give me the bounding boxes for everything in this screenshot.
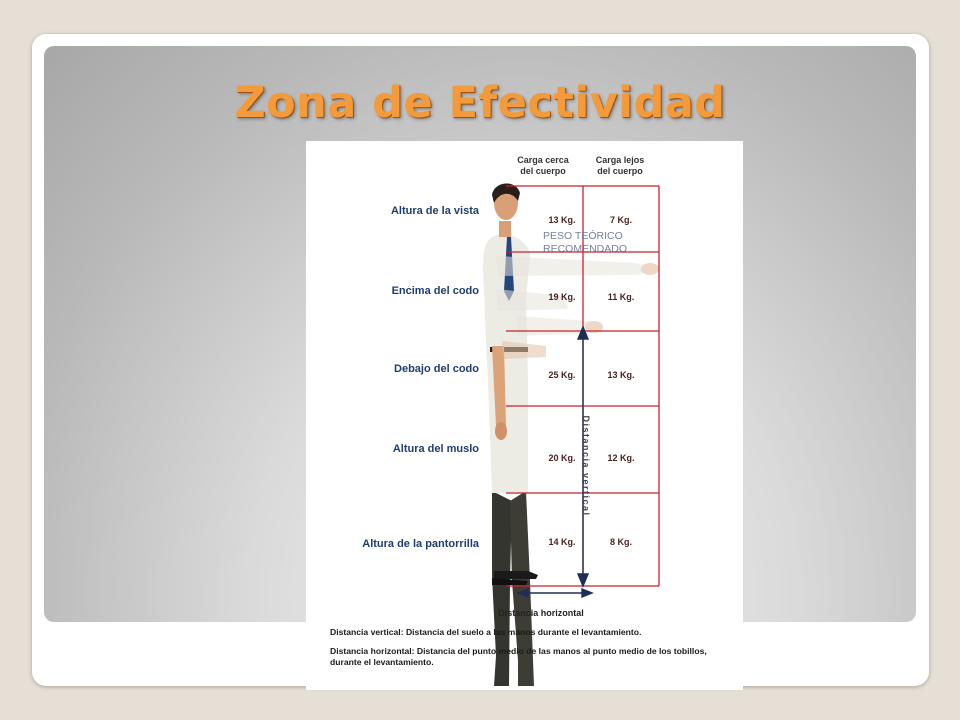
column-header-near-line1: Carga cerca xyxy=(517,155,569,165)
row-label-above-elbow: Encima del codo xyxy=(391,285,479,297)
column-header-near xyxy=(506,155,580,177)
cell-thigh-near: 20 Kg. xyxy=(548,453,576,463)
column-header-far xyxy=(583,155,657,177)
horizontal-distance-label: Distancia horizontal xyxy=(498,608,584,618)
cell-eye-near: 13 Kg. xyxy=(548,215,576,225)
row-label-eye-height: Altura de la vista xyxy=(390,205,479,217)
row-label-below-elbow: Debajo del codo xyxy=(394,363,479,375)
recommended-weight-line2: RECOMENDADO xyxy=(543,243,628,255)
cell-thigh-far: 12 Kg. xyxy=(607,453,635,463)
column-header-far-line1: Carga lejos xyxy=(595,155,645,165)
cell-above-elbow-far: 11 Kg. xyxy=(607,292,635,302)
slide-title: Zona de Efectividad xyxy=(234,78,726,128)
row-label-thigh-height: Altura del muslo xyxy=(392,443,479,455)
cell-below-elbow-near: 25 Kg. xyxy=(548,370,576,380)
recommended-weight-line1: PESO TEÓRICO xyxy=(543,230,623,242)
cell-above-elbow-near: 19 Kg. xyxy=(548,292,576,302)
recommended-weight-label xyxy=(543,230,653,256)
column-header-far-line2: del cuerpo xyxy=(597,166,643,176)
lifting-zone-figure xyxy=(306,141,743,690)
row-label-calf-height: Altura de la pantorrilla xyxy=(362,538,479,550)
cell-below-elbow-far: 13 Kg. xyxy=(607,370,635,380)
column-header-near-line2: del cuerpo xyxy=(520,166,566,176)
definition-horizontal: Distancia horizontal: Distancia del punto medio de las manos al punto medio de los tobillos, durante el levantamiento. xyxy=(330,646,707,667)
vertical-distance-label: Distancia vertical xyxy=(581,415,591,517)
cell-eye-far: 7 Kg. xyxy=(609,215,632,225)
definition-vertical: Distancia vertical: Distancia del suelo a las manos durante el levantamiento. xyxy=(330,627,642,637)
cell-calf-near: 14 Kg. xyxy=(548,537,576,547)
cell-calf-far: 8 Kg. xyxy=(609,537,632,547)
